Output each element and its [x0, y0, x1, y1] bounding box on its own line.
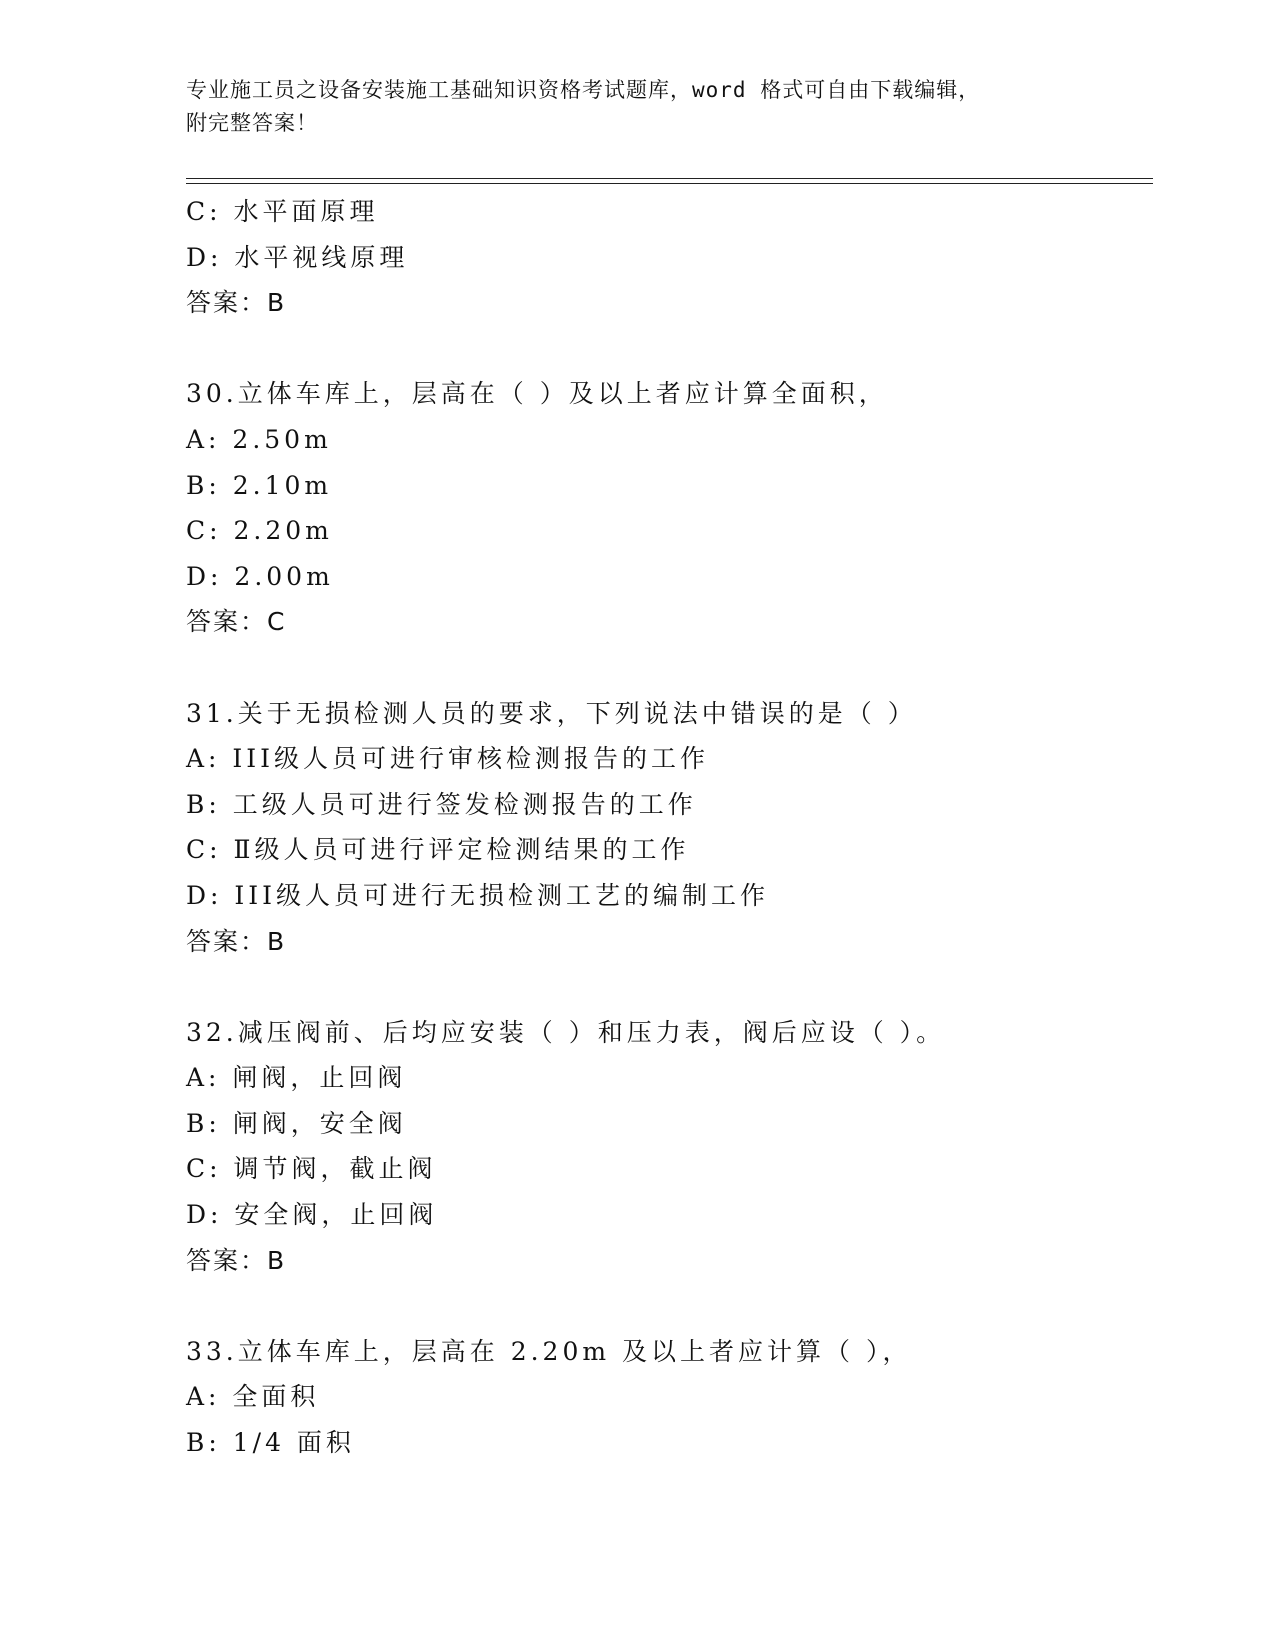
question-stem: 31.关于无损检测人员的要求，下列说法中错误的是（ ） — [186, 698, 917, 728]
option-b: B: 闸阀，安全阀 — [186, 1108, 407, 1138]
option-c: C: 水平面原理 — [186, 197, 379, 226]
option-b: B: 2.10m — [186, 470, 333, 500]
question-list — [186, 189, 1153, 1466]
header-line-1: 专业施工员之设备安装施工基础知识资格考试题库，word 格式可自由下载编辑， — [186, 78, 981, 102]
question-stem: 32.减压阀前、后均应安装（ ）和压力表，阀后应设（ ）。 — [186, 1017, 946, 1047]
option-b: B: 1/4 面积 — [186, 1428, 355, 1458]
option-a: A: III级人员可进行审核检测报告的工作 — [186, 744, 710, 774]
question-block-33 — [186, 1329, 1153, 1466]
header-divider-top — [186, 178, 1153, 179]
block-spacer — [186, 645, 1153, 691]
option-d: D: 安全阀，止回阀 — [186, 1200, 438, 1230]
option-c: C: 2.20m — [186, 516, 333, 546]
answer-line: 答案：B — [186, 926, 287, 956]
block-spacer — [186, 1283, 1153, 1329]
option-d: D: 2.00m — [186, 561, 334, 591]
option-b: B: 工级人员可进行签发检测报告的工作 — [186, 789, 697, 819]
question-stem: 30.立体车库上，层高在（ ）及以上者应计算全面积， — [186, 379, 888, 409]
header-line-2: 附完整答案！ — [186, 111, 318, 135]
question-block-32 — [186, 1010, 1153, 1284]
question-stem: 33.立体车库上，层高在 2.20m 及以上者应计算（ ）， — [186, 1336, 912, 1366]
question-block-30 — [186, 371, 1153, 645]
option-c: C: 调节阀，截止阀 — [186, 1154, 437, 1184]
option-d: D: III级人员可进行无损检测工艺的编制工作 — [186, 880, 770, 910]
option-a: A: 2.50m — [186, 424, 332, 454]
option-c: C: Ⅱ级人员可进行评定检测结果的工作 — [186, 835, 690, 865]
question-block-carryover — [186, 189, 1153, 326]
block-spacer — [186, 326, 1153, 372]
answer-line: 答案：C — [186, 607, 287, 637]
answer-line: 答案：B — [186, 1245, 287, 1275]
answer-line: 答案：B — [186, 288, 287, 318]
header-divider-bottom — [186, 183, 1153, 184]
option-d: D: 水平视线原理 — [186, 242, 409, 272]
option-a: A: 闸阀，止回阀 — [186, 1063, 407, 1093]
option-a: A: 全面积 — [186, 1382, 320, 1412]
question-block-31 — [186, 691, 1153, 965]
block-spacer — [186, 964, 1153, 1010]
document-header — [186, 74, 1086, 140]
